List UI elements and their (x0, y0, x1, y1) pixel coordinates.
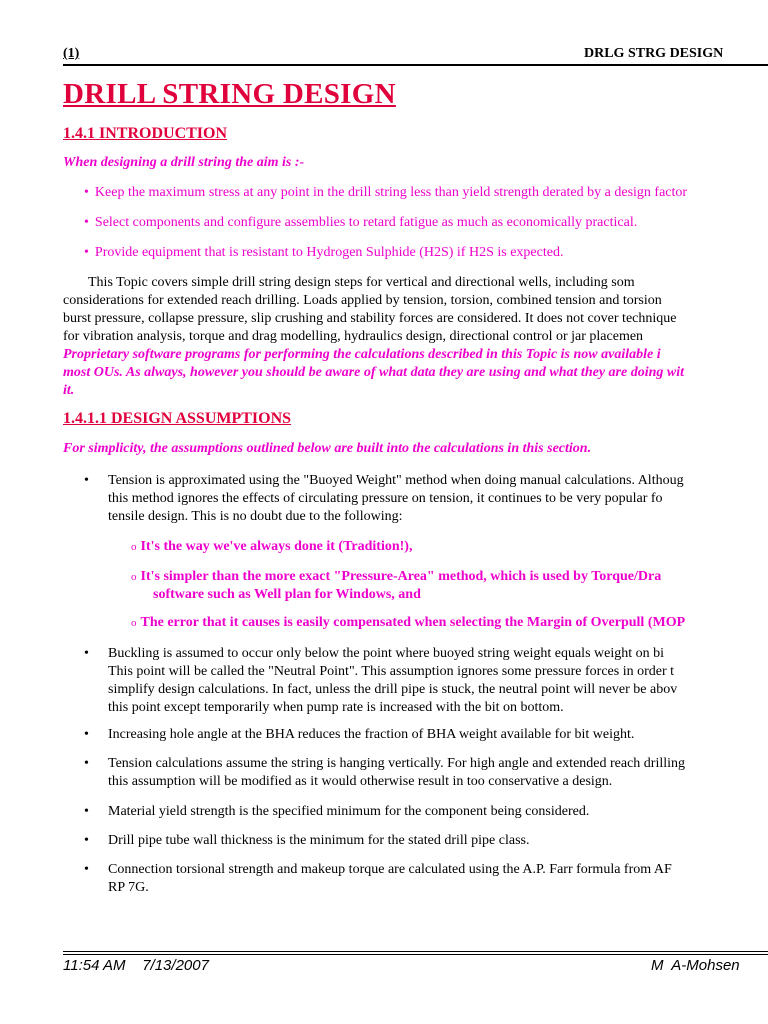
document-title: DRILL STRING DESIGN (63, 78, 396, 110)
page-footer (63, 957, 768, 977)
footer-timestamp: 11:54 AM 7/13/2007 (63, 957, 209, 974)
bullet-icon: • (84, 245, 89, 260)
footer-author: M A-Mohsen (651, 957, 740, 974)
footer-rule (63, 951, 768, 952)
sub-item: o The error that it causes is easily compensated when selecting the Margin of Overpull (MOP (131, 615, 686, 630)
bullet-icon: • (84, 727, 89, 742)
aim-item: • Keep the maximum stress at any point in the drill string less than yield strength derated by a design factor (84, 185, 688, 200)
sub-item: o It's the way we've always done it (Tradition!), (131, 539, 413, 554)
circle-bullet-icon: o (131, 571, 137, 583)
aim-item: • Provide equipment that is resistant to Hydrogen Sulphide (H2S) if H2S is expected. (84, 245, 564, 260)
footer-rule (63, 954, 768, 955)
page-number: (1) (63, 46, 80, 61)
aim-item: • Select components and configure assemblies to retard fatigue as much as economically practical. (84, 215, 638, 230)
header-title: DRLG STRG DESIGN (584, 46, 724, 61)
intro-paragraph: This Topic covers simple drill string design steps for vertical and directional wells, including som considerations for extended reach drilling. Loads applied by tension, torsion, combined tension and torsion burst pressure, collapse pressure, slip crushing and stability forces are considered. It does not cover technique for vibration analysis, torque and drag modelling, hydraulics design, directional control or jar placemen Proprietary software programs for performing the calculations described in this Topic is now available i most OUs. As always, however you should be aware of what data they are using and what they are doing wit it. (63, 275, 684, 398)
section-heading: 1.4.1 INTRODUCTION (63, 125, 228, 142)
bullet-icon: • (84, 646, 89, 661)
bullet-icon: • (84, 804, 89, 819)
bullet-icon: • (84, 473, 89, 488)
page-header (63, 46, 768, 66)
sub-item: o It's simpler than the more exact "Pressure-Area" method, which is used by Torque/Dra software such as Well plan for Windows, and (131, 569, 662, 602)
bullet-icon: • (84, 862, 89, 877)
bullet-icon: • (84, 185, 89, 200)
circle-bullet-icon: o (131, 617, 137, 629)
bullet-icon: • (84, 756, 89, 771)
subsection-heading: 1.4.1.1 DESIGN ASSUMPTIONS (63, 410, 292, 427)
header-rule (63, 64, 768, 66)
aim-intro: When designing a drill string the aim is :- (63, 155, 305, 170)
bullet-icon: • (84, 833, 89, 848)
assumptions-intro: For simplicity, the assumptions outlined below are built into the calculations in this section. (63, 441, 592, 456)
circle-bullet-icon: o (131, 541, 137, 553)
document-page: (1) DRLG STRG DESIGN DRILL STRING DESIGN 1.4.1 INTRODUCTION When designing a drill string the aim is :- • Keep the maximum stress at any point in the drill string less than yield strength derated by a design factor • Select components and configure assemblies to retard fatigue as much as economically practical. • Provide equipment that is resistant to Hydrogen Sulphide (H2S) if H2S is expected. This Topic covers simple drill string design steps for vertical and directional wells, including som considerations for extended reach drilling. Loads applied by tension, torsion, combined tension and torsion burst pressure, collapse pressure, slip crushing and stability forces are considered. It does not cover technique for vibration analysis, torque and drag modelling, hydraulics design, directional control or jar placemen Proprietary software programs for performing the calculations described in this Topic is now available i most OUs. As always, however you should be aware of what data they are using and what they are doing wit it. 1.4.1.1 DESIGN ASSUMPTIONS For simplicity, the assumptions outlined below are built into the calculations in this section. • Tension is approximated using the "Buoyed Weight" method when doing manual calculations. Althoug this method ignores the effects of circulating pressure on tension, it continues to be very popular fo tensile design. This is no doubt due to the following: o It's the way we've always done it (Tradition!), o It's simpler than the more exact "Pressure-Area" method, which is used by Torque/Dra software such as Well plan for Windows, and o The error that it causes is easily compensated when selecting the Margin of Overpull (MOP • Buckling is assumed to occur only below the point where buoyed string weight equals weight on bi This point will be called the "Neutral Point". This assumption ignores some pressure forces in order t simplify design calculations. In fact, unless the drill pipe is stuck, the neutral point will never be abov this point except temporarily when pump rate is increased with the bit on bottom. • Increasing hole angle at the BHA reduces the fraction of BHA weight available for bit weight. • Tension calculations assume the string is hanging vertically. For high angle and extended reach drilling this assumption will be modified as it would otherwise result in too conservative a design. • Material yield strength is the specified minimum for the component being considered. • Drill pipe tube wall thickness is the minimum for the stated drill pipe class. • Connection torsional strength and makeup torque are calculated using the A.P. Farr formula from AF RP 7G. 11:54 AM 7/13/2007 M A-Mohsen (0, 0, 768, 1024)
bullet-icon: • (84, 215, 89, 230)
